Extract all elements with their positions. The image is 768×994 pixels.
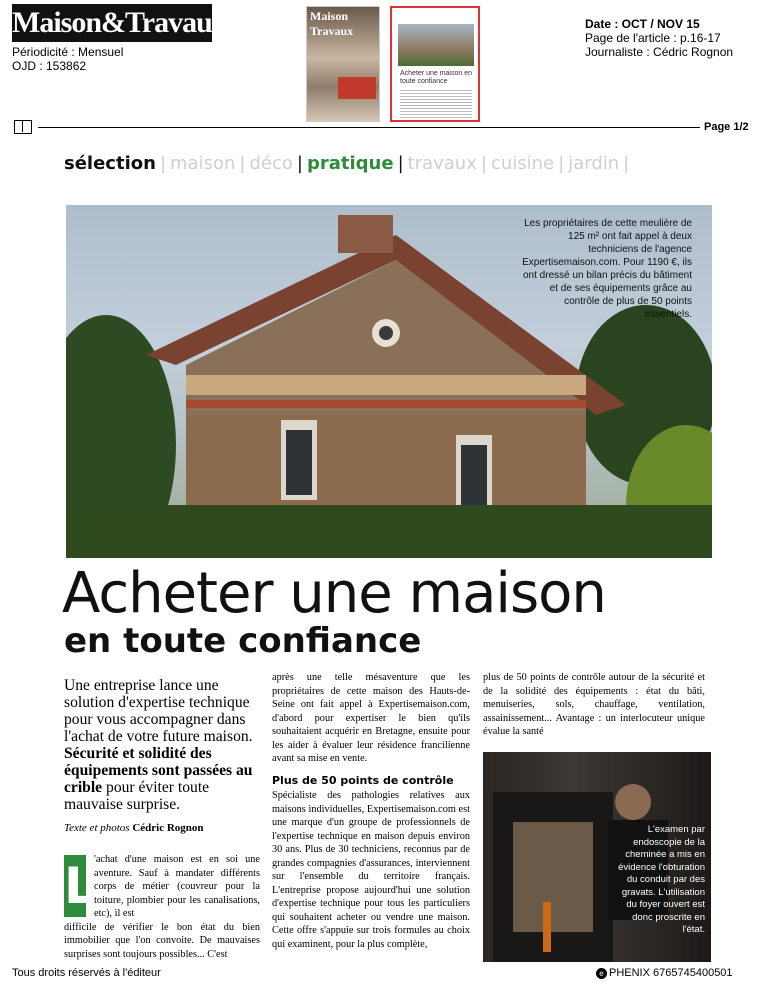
lede-bold: Sécurité et solidité des équipements sont passées au crible <box>64 745 253 796</box>
footer-id-text: PHENIX 6765745400501 <box>609 967 733 979</box>
nav-item-maison: maison <box>170 153 236 174</box>
phenix-icon: e <box>596 968 607 979</box>
article-title: Acheter une maison <box>62 561 606 626</box>
magazine-logo: Maison&Travaux <box>12 4 212 42</box>
nav-item-pratique: pratique <box>306 153 394 174</box>
page-number: Page 1/2 <box>704 121 749 133</box>
fireplace-photo <box>483 752 711 962</box>
periodicite: Périodicité : Mensuel <box>12 45 124 59</box>
article-thumbnail <box>390 6 480 122</box>
drop-cap: L <box>64 857 96 915</box>
col2-paragraph-2: Spécialiste des pathologies relatives aux maisons individuelles, Expertisemaison.com est une marque d'un groupe de professionnels de l'expertise technique en maison depuis environ 30 ans. Plus de 30 techniciens, reconnus par de grandes compagnies d'assurances, interviennent sur l'ensemble du territoire français. L'entreprise propose aujourd'hui une solution d'expertise technique pour tous les particuliers qui souhaitent acheter ou vendre une maison. Cette offre s'appuie sur trois formules au choix qui examinent, pour la plus complète, <box>272 790 470 950</box>
body-column-3 <box>483 671 705 739</box>
header-rule <box>38 127 700 128</box>
col1-text-indent: 'achat d'une maison est en soi une aventure. Sauf à mandater différents corps de métier (couvreur pour la toiture, plombier pour les canalisations, etc), il est <box>94 854 260 919</box>
book-icon <box>14 120 32 134</box>
byline-prefix: Texte et photos <box>64 822 130 834</box>
lede-text: Une entreprise lance une solution d'expertise technique pour vous accompagner dans l'achat de votre future maison. <box>64 677 253 745</box>
col1-text: difficile de vérifier le bon état du bien immobilier que l'on convoite. De mauvaises surprises sont toujours possibles... C'est <box>64 921 260 960</box>
nav-item-travaux: travaux <box>407 153 477 174</box>
ojd: OJD : 153862 <box>12 59 87 73</box>
lede-end: pour éviter toute mauvaise surprise. <box>64 779 210 813</box>
article-subtitle: en toute confiance <box>64 621 422 661</box>
article-thumb-text <box>400 88 472 118</box>
article-thumb-photo <box>398 24 474 66</box>
cover-thumbnail <box>306 6 380 122</box>
footer-rights: Tous droits réservés à l'éditeur <box>12 967 161 979</box>
house-photo <box>66 205 712 558</box>
col2-paragraph-1: après une telle mésaventure que les propriétaires de cette maison des Hauts-de-Seine ont fait appel à Expertisemaison.com, d'abord pour expertiser le bien qu'ils souhaitaient acquérir en Bretagne, ensuite pour les aider à évaluer leur résidence francilienne avant sa mise en vente. <box>272 672 470 764</box>
nav-item-jardin: jardin <box>568 153 620 174</box>
col3-paragraph-1: plus de 50 points de contrôle autour de la sécurité et de la solidité des équipements : état du bâti, menuiseries, sols, chauffage, ventilation, assainissement... Avantage : un interlocuteur unique évalue la santé <box>483 672 705 737</box>
lede <box>64 677 259 813</box>
nav-item-deco: déco <box>249 153 293 174</box>
body-column-2 <box>272 671 470 951</box>
nav-selection: sélection <box>64 153 156 174</box>
byline-author: Cédric Rognon <box>132 822 204 834</box>
footer-id <box>596 967 733 979</box>
page-article: Page de l'article : p.16-17 <box>585 31 721 45</box>
cover-title: Maison Travaux <box>310 9 354 38</box>
article-thumb-title: Acheter une maison en toute confiance <box>400 70 472 85</box>
cover-badge <box>338 77 376 99</box>
journaliste: Journaliste : Cédric Rognon <box>585 45 734 59</box>
nav-item-cuisine: cuisine <box>490 153 555 174</box>
byline <box>64 822 204 834</box>
date: Date : OCT / NOV 15 <box>585 17 700 31</box>
photo2-caption: L'examen par endoscopie de la cheminée a mis en évidence l'obturation du conduit par des gravats. L'utilisation du foyer ouvert est donc proscrite en l'état. <box>618 824 705 935</box>
article-meta <box>585 17 733 59</box>
photo-caption: Les propriétaires de cette meulière de 125 m² ont fait appel à deux techniciens de l'agence Expertisemaison.com. Pour 1190 €, ils ont dressé un bilan précis du bâtiment et de ses équipements grâce au contrôle de plus de 50 points essentiels. <box>522 218 692 320</box>
publication-meta <box>12 45 123 73</box>
section-nav: sélection | maison | déco | pratique | travaux | cuisine | jardin | <box>64 153 630 174</box>
body-column-1 <box>64 853 260 961</box>
section-heading: Plus de 50 points de contrôle <box>272 773 454 787</box>
